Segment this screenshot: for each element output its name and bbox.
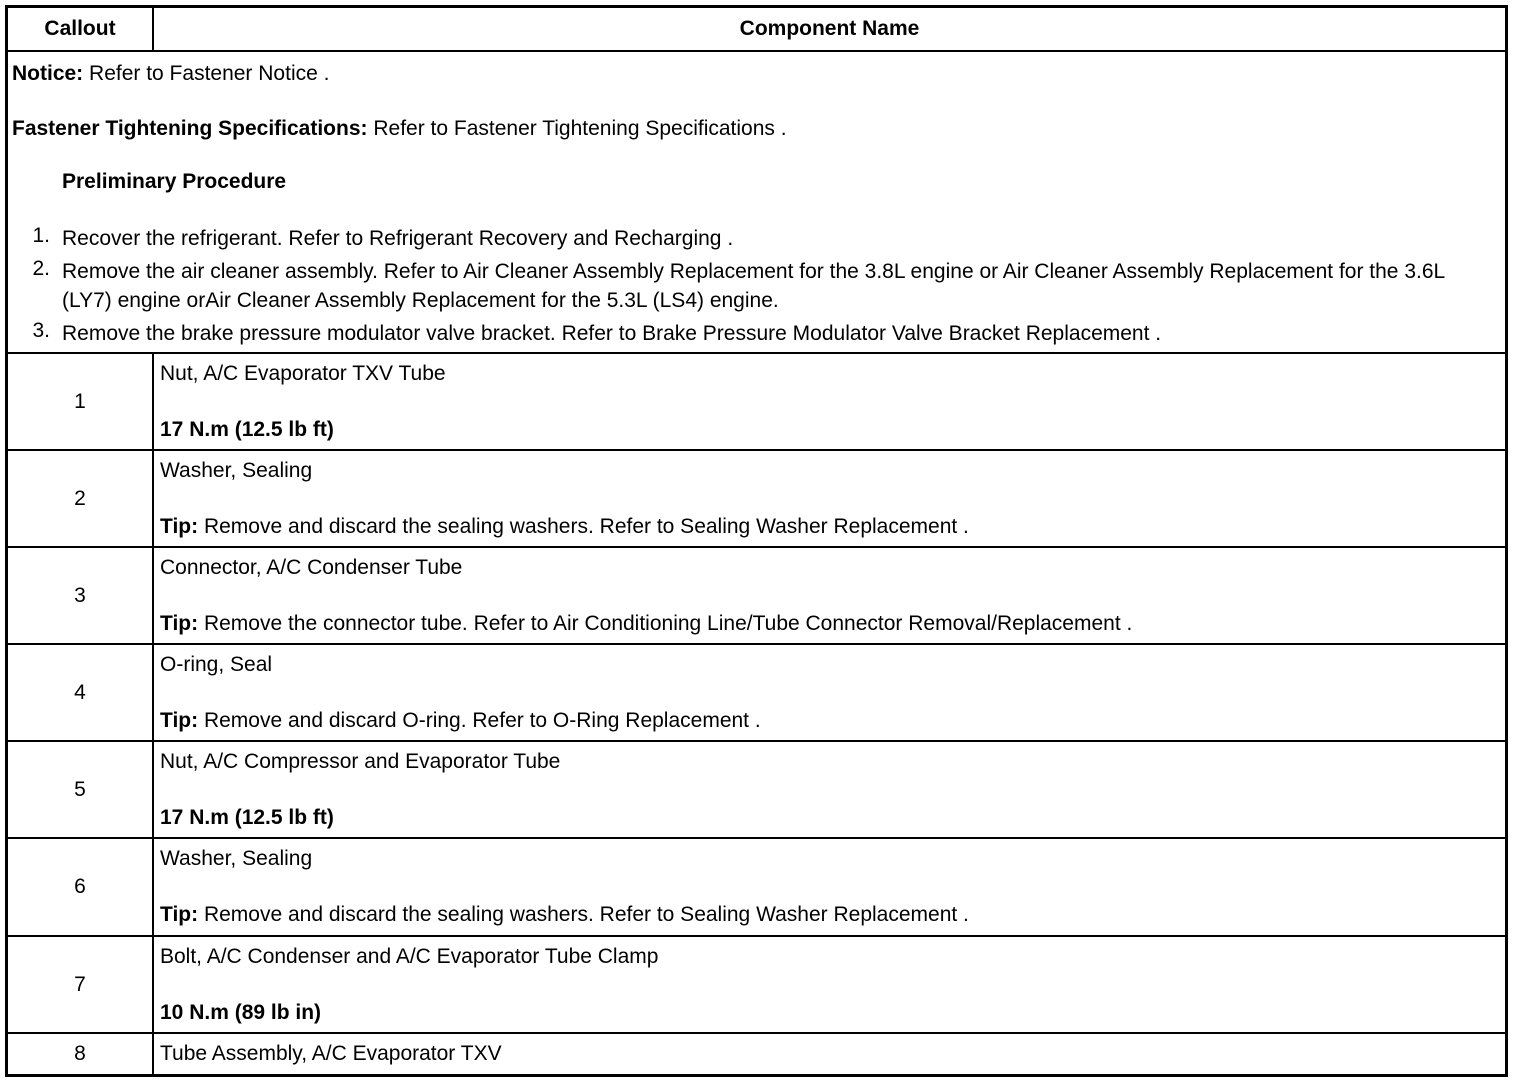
callout-number: 4 [8,645,154,740]
notice-section [8,52,1505,354]
table-row [8,354,1505,451]
step-text: Recover the refrigerant. Refer to Refrigerant Recovery and Recharging . [62,227,734,250]
callout-column-header: Callout [8,8,154,50]
fastener-spec-label: Fastener Tightening Specifications: [12,117,368,140]
tip-note [160,612,1132,636]
component-name: Connector, A/C Condenser Tube [160,556,463,579]
component-name: Tube Assembly, A/C Evaporator TXV [160,1042,502,1065]
torque-spec [160,806,334,830]
component-name: Washer, Sealing [160,847,313,870]
callout-number: 6 [8,839,154,935]
torque-value: 17 N.m (12.5 lb ft) [160,806,334,829]
tip-label: Tip: [160,903,199,926]
component-name: Nut, A/C Evaporator TXV Tube [160,362,446,385]
callout-number: 7 [8,937,154,1032]
torque-spec [160,418,334,442]
tip-text: Remove and discard O-ring. Refer to O-Ring Replacement . [198,709,761,732]
component-name: Washer, Sealing [160,459,313,482]
step-text: Remove the brake pressure modulator valve bracket. Refer to Brake Pressure Modulator Valve Bracket Replacement . [62,322,1162,345]
tip-label: Tip: [160,515,199,538]
step-text: Remove the air cleaner assembly. Refer to Air Cleaner Assembly Replacement for the 3.8L engine or Air Cleaner Assembly Replacement for the 3.6L (LY7) engine orAir Cleaner Assembly Replacement for the 5.3L (LS4) engine. [62,260,1445,312]
notice-line [12,62,329,86]
step-number: 3. [32,319,50,342]
component-name: O-ring, Seal [160,653,273,676]
tip-note [160,709,761,733]
table-row [8,839,1505,937]
table-row [8,742,1505,839]
torque-value: 17 N.m (12.5 lb ft) [160,418,334,441]
torque-spec [160,1001,321,1025]
notice-text: Refer to Fastener Notice . [83,62,330,85]
fastener-spec-line [12,117,787,141]
component-column-header: Component Name [739,17,920,40]
preliminary-procedure-title: Preliminary Procedure [62,170,287,193]
tip-text: Remove the connector tube. Refer to Air Conditioning Line/Tube Connector Removal/Replacement . [198,612,1133,635]
tip-note [160,903,969,927]
tip-label: Tip: [160,612,199,635]
tip-text: Remove and discard the sealing washers. Refer to Sealing Washer Replacement . [198,515,969,538]
callout-number: 3 [8,548,154,643]
callout-number: 5 [8,742,154,837]
table-row [8,937,1505,1034]
step-number: 1. [32,224,50,247]
fastener-spec-text: Refer to Fastener Tightening Specifications . [367,117,787,140]
component-name: Nut, A/C Compressor and Evaporator Tube [160,750,561,773]
callout-number: 2 [8,451,154,546]
table-row [8,548,1505,645]
tip-note [160,515,969,539]
callout-number: 8 [8,1034,154,1074]
table-row [8,1034,1505,1074]
table-header [8,8,1505,52]
torque-value: 10 N.m (89 lb in) [160,1001,322,1024]
callout-number: 1 [8,354,154,449]
step-number: 2. [32,257,50,280]
notice-label: Notice: [12,62,84,85]
table-row [8,451,1505,548]
component-table [5,5,1508,1077]
tip-label: Tip: [160,709,199,732]
component-name: Bolt, A/C Condenser and A/C Evaporator Tube Clamp [160,945,659,968]
tip-text: Remove and discard the sealing washers. Refer to Sealing Washer Replacement . [198,903,969,926]
table-row [8,645,1505,742]
